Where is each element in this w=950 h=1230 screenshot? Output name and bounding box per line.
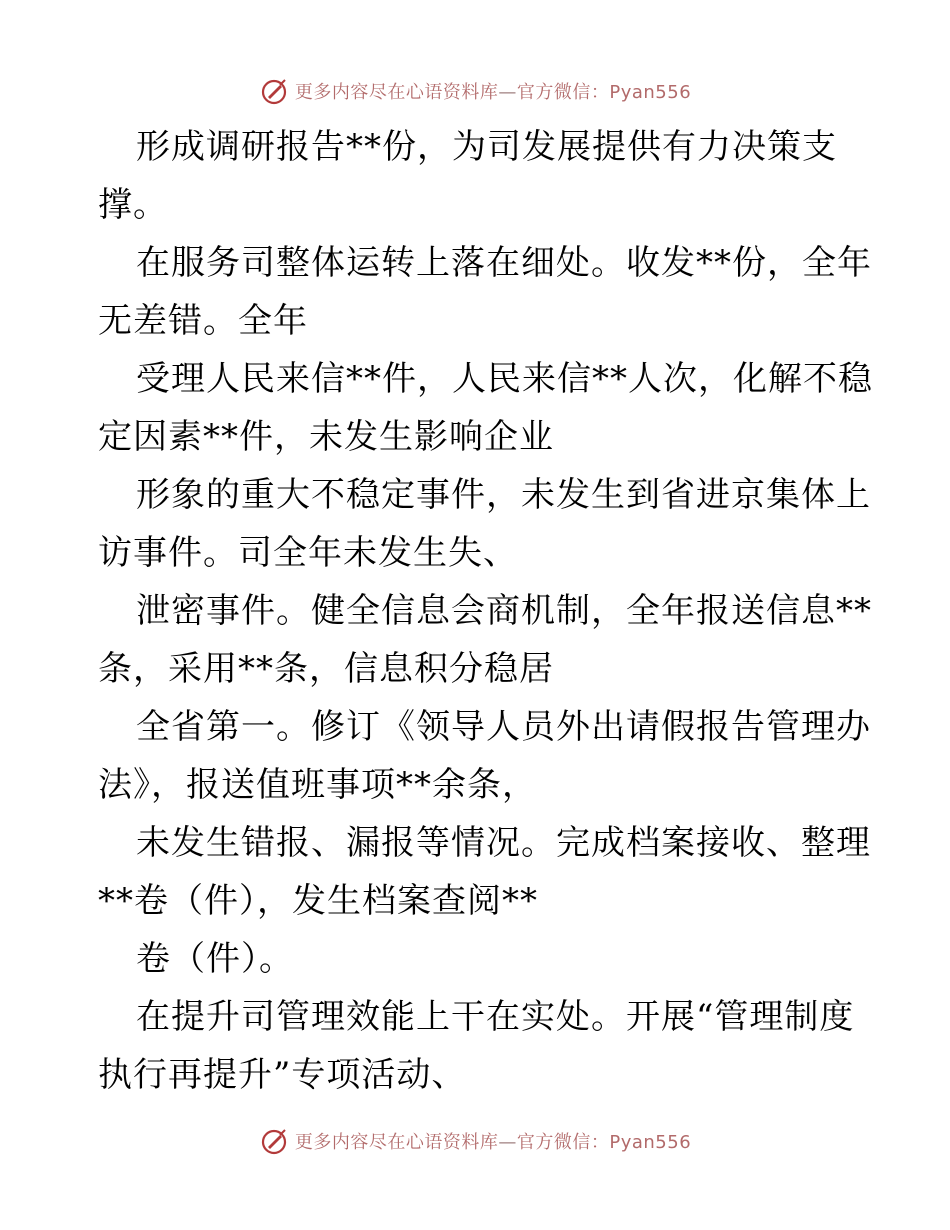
- text-line: 在提升司管理效能上干在实处。开展“管理制度: [136, 997, 855, 1037]
- text-line: 无差错。全年: [98, 301, 308, 341]
- text-line: 受理人民来信**件，人民来信**人次，化解不稳: [136, 359, 873, 399]
- text-line: 定因素**件，未发生影响企业: [98, 417, 554, 457]
- text-line: 形成调研报告**份，为司发展提供有力决策支: [136, 127, 837, 167]
- quill-logo-icon: [259, 1126, 289, 1156]
- text-line: 泄密事件。健全信息会商机制，全年报送信息**: [136, 591, 872, 631]
- watermark-text: 更多内容尽在心语资料库—官方微信：Pyan556: [294, 82, 692, 103]
- watermark-text: 更多内容尽在心语资料库—官方微信：Pyan556: [294, 1132, 692, 1153]
- text-line: 条，采用**条，信息积分稳居: [98, 649, 554, 689]
- text-line: 形象的重大不稳定事件，未发生到省进京集体上: [136, 475, 871, 515]
- text-line: 未发生错报、漏报等情况。完成档案接收、整理: [136, 823, 871, 863]
- text-line: 卷（件）。: [136, 939, 294, 979]
- text-line: 执行再提升”专项活动、: [98, 1055, 467, 1095]
- text-line: **卷（件），发生档案查阅**: [98, 881, 538, 921]
- text-line: 撑。: [98, 185, 168, 225]
- text-line: 在服务司整体运转上落在细处。收发**份，全年: [136, 243, 872, 283]
- header-watermark: [0, 71, 950, 111]
- text-line: 全省第一。修订《领导人员外出请假报告管理办: [136, 707, 871, 747]
- quill-logo-icon: [259, 76, 289, 106]
- text-line: 访事件。司全年未发生失、: [98, 533, 518, 573]
- document-body: [98, 118, 873, 1104]
- footer-watermark: [0, 1121, 950, 1161]
- text-line: 法》，报送值班事项**余条，: [98, 765, 537, 805]
